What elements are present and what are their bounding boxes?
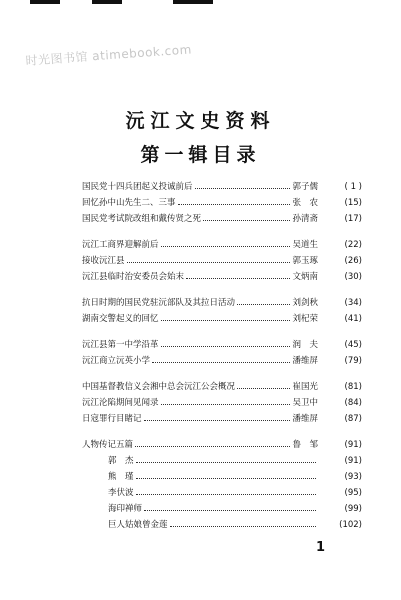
dot-leader	[203, 220, 290, 221]
dot-leader	[186, 278, 290, 279]
toc-entry	[82, 195, 362, 211]
toc-entry-author: 崔国光	[292, 382, 318, 392]
toc-entry-page: (30)	[344, 272, 362, 282]
toc-group	[82, 237, 362, 285]
toc-group	[82, 179, 362, 227]
toc-entry-author: 润 夫	[292, 340, 318, 350]
toc-entry-title: 巨人姑娘曾金莲	[108, 520, 168, 530]
toc-entry-title: 中国基督教信义会湘中总会沅江公会概况	[82, 382, 236, 392]
toc-entry-author: 潘维屏	[292, 356, 318, 366]
watermark: 时光图书馆 atimebook.com	[25, 42, 193, 68]
toc-entry	[82, 395, 362, 411]
toc-entry	[82, 337, 362, 353]
dot-leader	[135, 446, 290, 447]
toc-entry	[82, 485, 362, 501]
toc-entry-author: 刘剑秋	[292, 298, 318, 308]
toc-entry	[82, 517, 362, 533]
toc-group	[82, 337, 362, 369]
dot-leader	[136, 494, 316, 495]
toc-entry-author: 吴卫中	[292, 398, 318, 408]
dot-leader	[144, 420, 291, 421]
toc-entry-author: 郭玉琢	[292, 256, 318, 266]
toc-entry	[82, 237, 362, 253]
toc-entry	[82, 453, 362, 469]
toc-entry-page: (91)	[344, 440, 362, 450]
page-number: 1	[316, 540, 326, 555]
toc-entry-page: (87)	[344, 414, 362, 424]
toc-entry-title: 人物传记五篇	[82, 440, 134, 450]
toc-entry	[82, 411, 362, 427]
toc-entry-title: 熊 瑾	[108, 472, 134, 482]
toc-entry-title: 海印禅师	[108, 504, 143, 514]
top-rule-mark	[173, 0, 213, 4]
toc-entry-author: 吴道生	[292, 240, 318, 250]
dot-leader	[161, 404, 291, 405]
toc-entry	[82, 353, 362, 369]
toc-entry-title: 李伏波	[108, 488, 134, 498]
dot-leader	[161, 246, 291, 247]
toc-entry	[82, 501, 362, 517]
toc-entry	[82, 469, 362, 485]
toc-entry-page: (15)	[344, 198, 362, 208]
dot-leader	[136, 462, 316, 463]
toc-entry-title: 沅江工商界迎解前后	[82, 240, 159, 250]
toc-entry-page: (79)	[344, 356, 362, 366]
toc-entry	[82, 379, 362, 395]
dot-leader	[237, 388, 290, 389]
toc-entry-page: (93)	[344, 472, 362, 482]
toc-entry-title: 国民党十四兵团起义投诚前后	[82, 182, 193, 192]
toc-entry-page: (102)	[339, 520, 362, 530]
toc-entry-page: (17)	[344, 214, 362, 224]
toc-entry-page: (41)	[344, 314, 362, 324]
toc-entry-page: (45)	[344, 340, 362, 350]
dot-leader	[178, 204, 291, 205]
dot-leader	[170, 526, 316, 527]
table-of-contents	[82, 179, 362, 543]
series-title: 沅江文史资料	[125, 110, 276, 132]
toc-entry-author: 潘维屏	[292, 414, 318, 424]
toc-entry	[82, 311, 362, 327]
dot-leader	[144, 510, 316, 511]
toc-entry	[82, 295, 362, 311]
toc-entry-title: 沅江县第一中学沿革	[82, 340, 159, 350]
top-rule-mark	[92, 0, 122, 4]
toc-entry	[82, 179, 362, 195]
top-rule-mark	[30, 0, 60, 4]
toc-entry-page: (81)	[344, 382, 362, 392]
toc-entry-author: 张 农	[292, 198, 318, 208]
toc-entry-author: 郭子儒	[292, 182, 318, 192]
toc-entry-title: 接收沅江县	[82, 256, 125, 266]
toc-entry-page: ( 1 )	[344, 182, 362, 192]
toc-entry-title: 抗日时期的国民党驻沅部队及其拉日活动	[82, 298, 236, 308]
toc-entry-author: 刘杞荣	[292, 314, 318, 324]
dot-leader	[195, 188, 291, 189]
toc-entry-author: 鲁 邹	[292, 440, 318, 450]
toc-entry-author: 文炳南	[292, 272, 318, 282]
dot-leader	[152, 362, 290, 363]
toc-entry-title: 回忆孙中山先生二、三事	[82, 198, 176, 208]
toc-entry-title: 日寇罪行目睹记	[82, 414, 142, 424]
toc-entry-page: (34)	[344, 298, 362, 308]
dot-leader	[161, 320, 291, 321]
toc-group	[82, 437, 362, 533]
dot-leader	[136, 478, 316, 479]
dot-leader	[161, 346, 291, 347]
toc-entry-page: (99)	[344, 504, 362, 514]
toc-entry-page: (26)	[344, 256, 362, 266]
toc-entry-title: 沅江沦陷期间见闻录	[82, 398, 159, 408]
toc-entry-title: 湖南交警起义的回忆	[82, 314, 159, 324]
toc-group	[82, 379, 362, 427]
toc-entry-page: (84)	[344, 398, 362, 408]
toc-entry-title: 郭 杰	[108, 456, 134, 466]
dot-leader	[127, 262, 291, 263]
toc-entry-author: 孙清斋	[292, 214, 318, 224]
toc-entry-title: 沅江县临时治安委员会始末	[82, 272, 185, 282]
toc-entry-title: 国民党考试院改组和戴传贤之死	[82, 214, 202, 224]
toc-group	[82, 295, 362, 327]
toc-entry	[82, 269, 362, 285]
toc-entry	[82, 253, 362, 269]
toc-entry-page: (91)	[344, 456, 362, 466]
toc-entry-page: (22)	[344, 240, 362, 250]
dot-leader	[237, 304, 290, 305]
toc-entry	[82, 211, 362, 227]
toc-heading: 第一辑目录	[140, 144, 261, 166]
toc-entry-page: (95)	[344, 488, 362, 498]
toc-entry-title: 沅江商立沅英小学	[82, 356, 151, 366]
toc-entry	[82, 437, 362, 453]
